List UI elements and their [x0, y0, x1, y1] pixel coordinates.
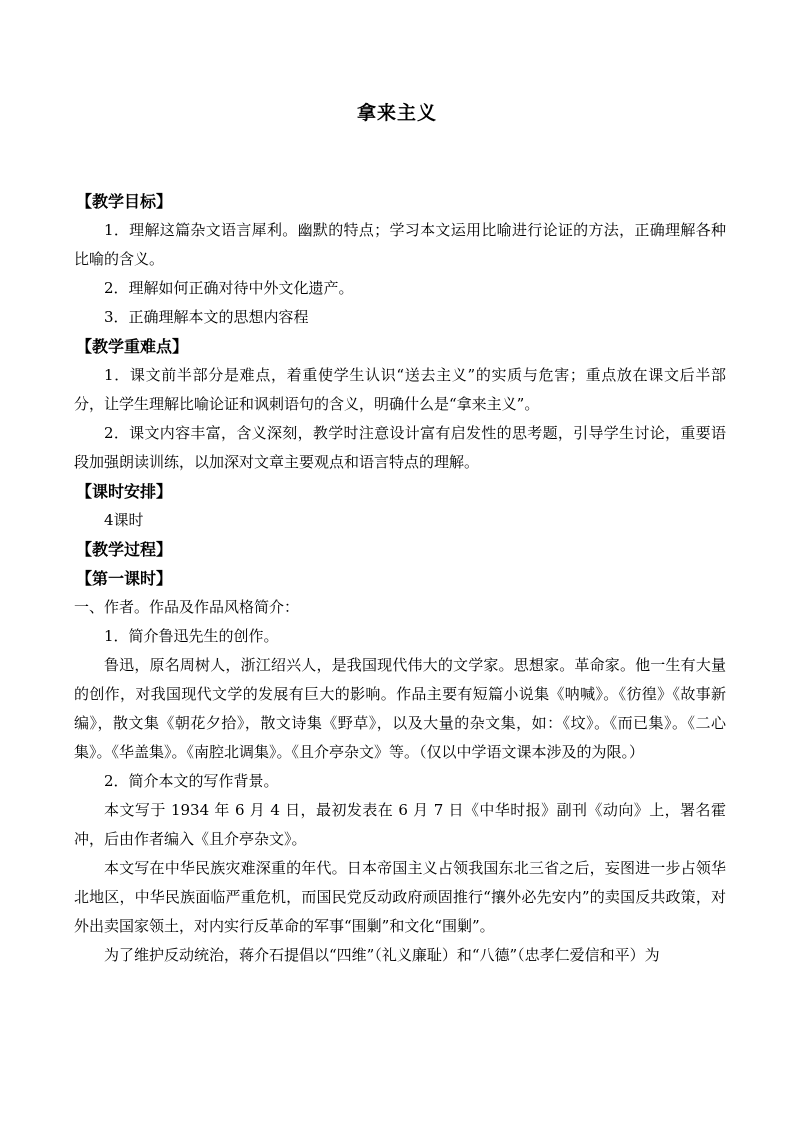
document-body: [74, 187, 726, 970]
section-heading-schedule: 【课时安排】: [76, 482, 173, 501]
paragraph: 本文写于 1934 年 6 月 4 日，最初发表在 6 月 7 日《中华时报》副刊《动向》上，署名霍冲，后由作者编入《且介亭杂文》。: [74, 801, 726, 848]
section-heading-key-points: 【教学重难点】: [76, 337, 189, 356]
goal-item: 3．正确理解本文的思想内容程: [104, 308, 309, 326]
part-title: 一、作者。作品及作品风格简介：: [74, 598, 300, 616]
subsection-title: 2．简介本文的写作背景。: [104, 772, 279, 790]
paragraph: 本文写在中华民族灾难深重的年代。日本帝国主义占领我国东北三省之后，妄图进一步占领华北地区，中华民族面临严重危机，而国民党反动政府顽固推行“攘外必先安内”的卖国反共政策，对外出卖国家领土，对内实行反革命的军事“围剿”和文化“围剿”。: [74, 859, 726, 935]
key-point-item: 1．课文前半部分是难点，着重使学生认识“送去主义”的实质与危害；重点放在课文后半部分，让学生理解比喻论证和讽刺语句的含义，明确什么是“拿来主义”。: [74, 366, 726, 413]
paragraph: 鲁迅，原名周树人，浙江绍兴人，是我国现代伟大的文学家。思想家。革命家。他一生有大量的创作，对我国现代文学的发展有巨大的影响。作品主要有短篇小说集《呐喊》。《彷徨》《故事新编》，散文集《朝花夕拾》，散文诗集《野草》，以及大量的杂文集，如：《坟》。《而已集》。《二心集》。《华盖集》。《南腔北调集》。《且介亭杂文》等。（仅以中学语文课本涉及的为限。）: [74, 656, 726, 761]
paragraph: 为了维护反动统治，蒋介石提倡以“四维”（礼义廉耻）和“八德”（忠孝仁爱信和平）为: [104, 946, 660, 964]
goal-item: 1．理解这篇杂文语言犀利。幽默的特点；学习本文运用比喻进行论证的方法，正确理解各种比喻的含义。: [74, 221, 726, 268]
section-heading-process: 【教学过程】: [76, 540, 173, 559]
goal-item: 2．理解如何正确对待中外文化遗产。: [104, 279, 354, 297]
section-heading-goals: 【教学目标】: [76, 192, 173, 211]
subsection-title: 1．简介鲁迅先生的创作。: [104, 627, 279, 645]
page-title: 拿来主义: [356, 102, 437, 124]
section-heading-lesson1: 【第一课时】: [76, 569, 173, 588]
key-point-item: 2．课文内容丰富，含义深刻，教学时注意设计富有启发性的思考题，引导学生讨论，重要语段加强朗读训练，以加深对文章主要观点和语言特点的理解。: [74, 424, 726, 471]
schedule-text: 4课时: [104, 511, 144, 529]
